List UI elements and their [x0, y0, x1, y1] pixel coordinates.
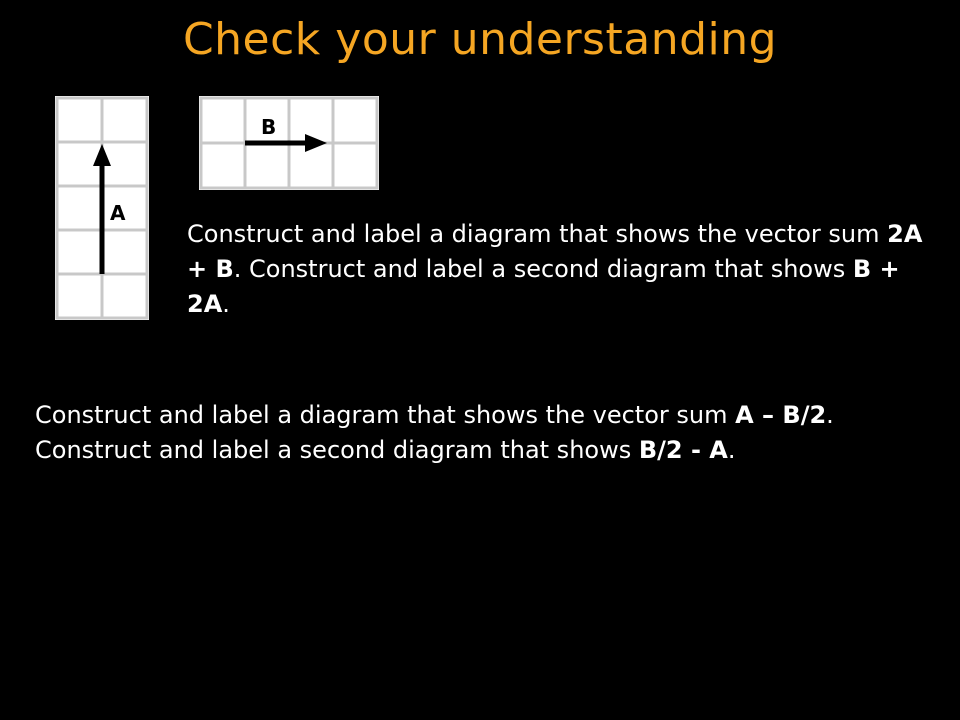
expression-b-plus-2a: B + 2A [187, 255, 900, 318]
vector-b-label: B [261, 115, 277, 139]
expression-b-half-minus-a: B/2 - A [638, 436, 728, 464]
vector-b-grid [199, 96, 379, 190]
expression-a-minus-b-half: A – B/2 [735, 401, 827, 429]
vector-b-diagram [199, 96, 379, 190]
question-1-text: Construct and label a diagram that shows the vector sum 2A + B. Construct and label a second diagram that shows B + 2A. [187, 220, 923, 318]
expression-2a-plus-b: 2A + B [187, 220, 923, 283]
question-2-text: Construct and label a diagram that shows the vector sum A – B/2. Construct and label a second diagram that shows B/2 - A. [35, 401, 834, 464]
vector-a-label: A [110, 201, 126, 225]
vector-a-grid [55, 96, 149, 320]
slide-title: Check your understanding [182, 14, 778, 65]
vector-a-diagram [55, 96, 149, 320]
